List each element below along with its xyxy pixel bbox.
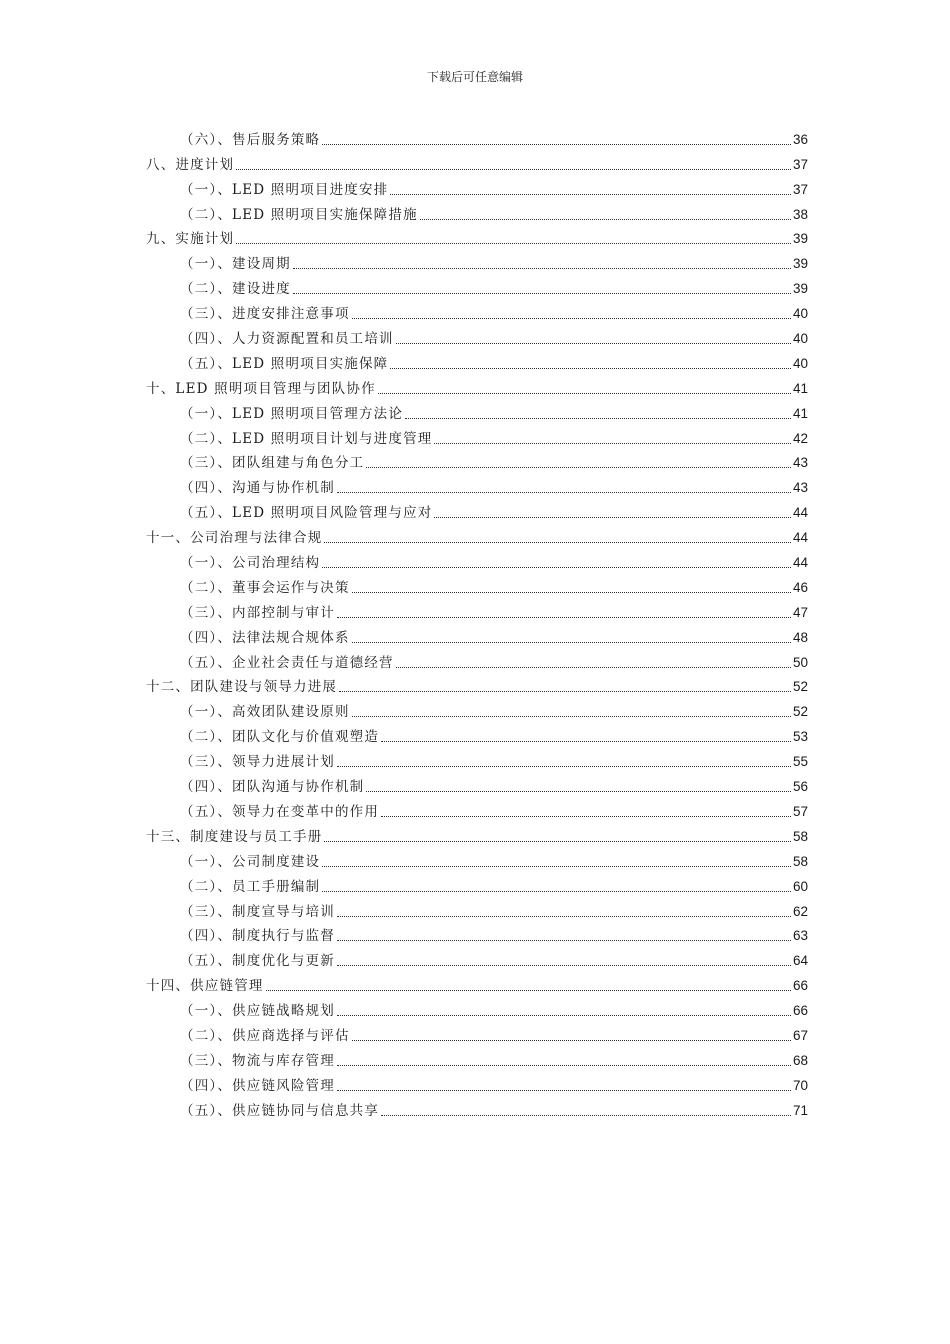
toc-section-entry[interactable] [146, 174, 808, 199]
toc-page-number: 56 [792, 779, 808, 795]
toc-section-entry[interactable] [146, 398, 808, 423]
toc-page-number: 37 [792, 156, 808, 172]
toc-section-entry[interactable] [146, 846, 808, 871]
toc-entry-title: 十一、公司治理与法律合规 [146, 530, 323, 547]
toc-section-entry[interactable] [146, 746, 808, 771]
dot-leader [396, 343, 791, 344]
toc-chapter-entry[interactable] [146, 522, 808, 547]
toc-entry-title: （五）、LED 照明项目风险管理与应对 [180, 505, 433, 522]
toc-chapter-entry[interactable] [146, 821, 808, 846]
toc-entry-title: （三）、团队组建与角色分工 [180, 455, 365, 472]
toc-section-entry[interactable] [146, 273, 808, 298]
toc-page-number: 44 [792, 505, 808, 521]
toc-page-number: 42 [792, 430, 808, 446]
dot-leader [293, 268, 791, 269]
toc-page-number: 70 [792, 1077, 808, 1093]
toc-entry-title: （三）、进度安排注意事项 [180, 306, 350, 323]
dot-leader [352, 716, 791, 717]
toc-entry-title: （三）、物流与库存管理 [180, 1052, 335, 1069]
toc-page-number: 39 [792, 231, 808, 247]
dot-leader [236, 169, 791, 170]
toc-entry-title: （二）、员工手册编制 [180, 878, 321, 895]
toc-page-number: 55 [792, 754, 808, 770]
toc-page-number: 68 [792, 1052, 808, 1068]
dot-leader [390, 368, 791, 369]
toc-page-number: 66 [792, 978, 808, 994]
toc-section-entry[interactable] [146, 323, 808, 348]
toc-section-entry[interactable] [146, 597, 808, 622]
dot-leader [366, 791, 791, 792]
toc-section-entry[interactable] [146, 1045, 808, 1070]
toc-page-number: 44 [792, 530, 808, 546]
toc-chapter-entry[interactable] [146, 373, 808, 398]
toc-entry-title: （六）、售后服务策略 [180, 131, 321, 148]
toc-page-number: 50 [792, 654, 808, 670]
toc-page-number: 37 [792, 181, 808, 197]
toc-entry-title: 十四、供应链管理 [146, 978, 264, 995]
dot-leader [337, 965, 791, 966]
dot-leader [337, 940, 791, 941]
toc-section-entry[interactable] [146, 199, 808, 224]
dot-leader [322, 866, 791, 867]
toc-entry-title: （一）、公司治理结构 [180, 555, 321, 572]
toc-entry-title: （二）、LED 照明项目计划与进度管理 [180, 430, 433, 447]
toc-entry-title: （五）、领导力在变革中的作用 [180, 803, 380, 820]
toc-section-entry[interactable] [146, 1070, 808, 1095]
dot-leader [378, 393, 791, 394]
toc-entry-title: 十三、制度建设与员工手册 [146, 828, 323, 845]
toc-page-number: 40 [792, 306, 808, 322]
toc-page-number: 38 [792, 206, 808, 222]
table-of-contents [146, 124, 808, 1120]
page-header: 下载后可任意编辑 [426, 70, 523, 84]
dot-leader [337, 766, 791, 767]
dot-leader [337, 1015, 791, 1016]
toc-entry-title: （四）、团队沟通与协作机制 [180, 779, 365, 796]
toc-section-entry[interactable] [146, 248, 808, 273]
toc-entry-title: （一）、LED 照明项目进度安排 [180, 181, 389, 198]
toc-page-number: 58 [792, 853, 808, 869]
toc-entry-title: （一）、建设周期 [180, 256, 291, 273]
toc-page-number: 57 [792, 803, 808, 819]
toc-section-entry[interactable] [146, 448, 808, 473]
dot-leader [337, 492, 791, 493]
toc-entry-title: （四）、人力资源配置和员工培训 [180, 331, 394, 348]
toc-entry-title: （二）、团队文化与价值观塑造 [180, 729, 380, 746]
toc-entry-title: （二）、建设进度 [180, 281, 291, 298]
dot-leader [352, 642, 791, 643]
dot-leader [324, 841, 791, 842]
toc-entry-title: 九、实施计划 [146, 231, 235, 248]
toc-entry-title: （二）、董事会运作与决策 [180, 579, 350, 596]
toc-entry-title: （四）、供应链风险管理 [180, 1077, 335, 1094]
dot-leader [322, 567, 791, 568]
dot-leader [293, 293, 791, 294]
dot-leader [434, 443, 790, 444]
dot-leader [337, 1090, 791, 1091]
toc-entry-title: （五）、企业社会责任与道德经营 [180, 654, 394, 671]
toc-section-entry[interactable] [146, 871, 808, 896]
toc-page-number: 58 [792, 828, 808, 844]
toc-page-number: 60 [792, 878, 808, 894]
toc-page-number: 44 [792, 555, 808, 571]
toc-entry-title: （三）、制度宣导与培训 [180, 903, 335, 920]
toc-section-entry[interactable] [146, 945, 808, 970]
toc-page-number: 53 [792, 729, 808, 745]
dot-leader [322, 144, 791, 145]
dot-leader [366, 467, 791, 468]
toc-section-entry[interactable] [146, 921, 808, 946]
toc-section-entry[interactable] [146, 472, 808, 497]
dot-leader [352, 592, 791, 593]
toc-page-number: 66 [792, 1003, 808, 1019]
toc-entry-title: （四）、法律法规合规体系 [180, 629, 350, 646]
toc-section-entry[interactable] [146, 124, 808, 149]
dot-leader [352, 1040, 791, 1041]
toc-page-number: 48 [792, 629, 808, 645]
toc-section-entry[interactable] [146, 1020, 808, 1045]
dot-leader [266, 990, 791, 991]
toc-entry-title: 十、LED 照明项目管理与团队协作 [146, 380, 376, 397]
dot-leader [381, 816, 791, 817]
toc-page-number: 41 [792, 405, 808, 421]
toc-section-entry[interactable] [146, 348, 808, 373]
toc-chapter-entry[interactable] [146, 224, 808, 249]
toc-page-number: 52 [792, 704, 808, 720]
toc-section-entry[interactable] [146, 423, 808, 448]
dot-leader [339, 691, 791, 692]
toc-page-number: 39 [792, 281, 808, 297]
dot-leader [324, 542, 791, 543]
toc-page-number: 36 [792, 131, 808, 147]
toc-chapter-entry[interactable] [146, 970, 808, 995]
toc-entry-title: （一）、公司制度建设 [180, 853, 321, 870]
toc-page-number: 67 [792, 1027, 808, 1043]
toc-page-number: 71 [792, 1102, 808, 1118]
toc-page-number: 43 [792, 480, 808, 496]
toc-page-number: 47 [792, 604, 808, 620]
toc-section-entry[interactable] [146, 771, 808, 796]
toc-section-entry[interactable] [146, 995, 808, 1020]
toc-entry-title: 十二、团队建设与领导力进展 [146, 679, 338, 696]
dot-leader [420, 219, 791, 220]
toc-entry-title: （三）、领导力进展计划 [180, 754, 335, 771]
dot-leader [405, 418, 791, 419]
dot-leader [322, 891, 791, 892]
toc-section-entry[interactable] [146, 497, 808, 522]
toc-chapter-entry[interactable] [146, 672, 808, 697]
dot-leader [381, 741, 791, 742]
toc-entry-title: （一）、供应链战略规划 [180, 1003, 335, 1020]
toc-entry-title: （三）、内部控制与审计 [180, 604, 335, 621]
toc-page-number: 43 [792, 455, 808, 471]
dot-leader [434, 517, 790, 518]
toc-entry-title: （五）、制度优化与更新 [180, 953, 335, 970]
dot-leader [396, 667, 791, 668]
toc-entry-title: 八、进度计划 [146, 156, 235, 173]
toc-entry-title: （一）、LED 照明项目管理方法论 [180, 405, 404, 422]
dot-leader [390, 194, 791, 195]
dot-leader [337, 916, 791, 917]
toc-page-number: 64 [792, 953, 808, 969]
toc-entry-title: （一）、高效团队建设原则 [180, 704, 350, 721]
toc-entry-title: （四）、制度执行与监督 [180, 928, 335, 945]
toc-section-entry[interactable] [146, 796, 808, 821]
toc-section-entry[interactable] [146, 721, 808, 746]
toc-entry-title: （五）、供应链协同与信息共享 [180, 1102, 380, 1119]
toc-section-entry[interactable] [146, 622, 808, 647]
toc-page-number: 39 [792, 256, 808, 272]
toc-page-number: 41 [792, 380, 808, 396]
toc-entry-title: （二）、供应商选择与评估 [180, 1027, 350, 1044]
toc-section-entry[interactable] [146, 696, 808, 721]
toc-section-entry[interactable] [146, 1095, 808, 1120]
toc-page-number: 46 [792, 579, 808, 595]
toc-page-number: 62 [792, 903, 808, 919]
dot-leader [337, 1065, 791, 1066]
toc-page-number: 40 [792, 355, 808, 371]
dot-leader [352, 318, 791, 319]
toc-section-entry[interactable] [146, 298, 808, 323]
dot-leader [381, 1115, 791, 1116]
toc-section-entry[interactable] [146, 572, 808, 597]
toc-entry-title: （四）、沟通与协作机制 [180, 480, 335, 497]
toc-page-number: 52 [792, 679, 808, 695]
toc-chapter-entry[interactable] [146, 149, 808, 174]
dot-leader [337, 617, 791, 618]
dot-leader [236, 243, 791, 244]
toc-section-entry[interactable] [146, 896, 808, 921]
toc-section-entry[interactable] [146, 647, 808, 672]
toc-entry-title: （二）、LED 照明项目实施保障措施 [180, 206, 418, 223]
toc-entry-title: （五）、LED 照明项目实施保障 [180, 355, 389, 372]
toc-page-number: 40 [792, 331, 808, 347]
toc-section-entry[interactable] [146, 547, 808, 572]
toc-page-number: 63 [792, 928, 808, 944]
